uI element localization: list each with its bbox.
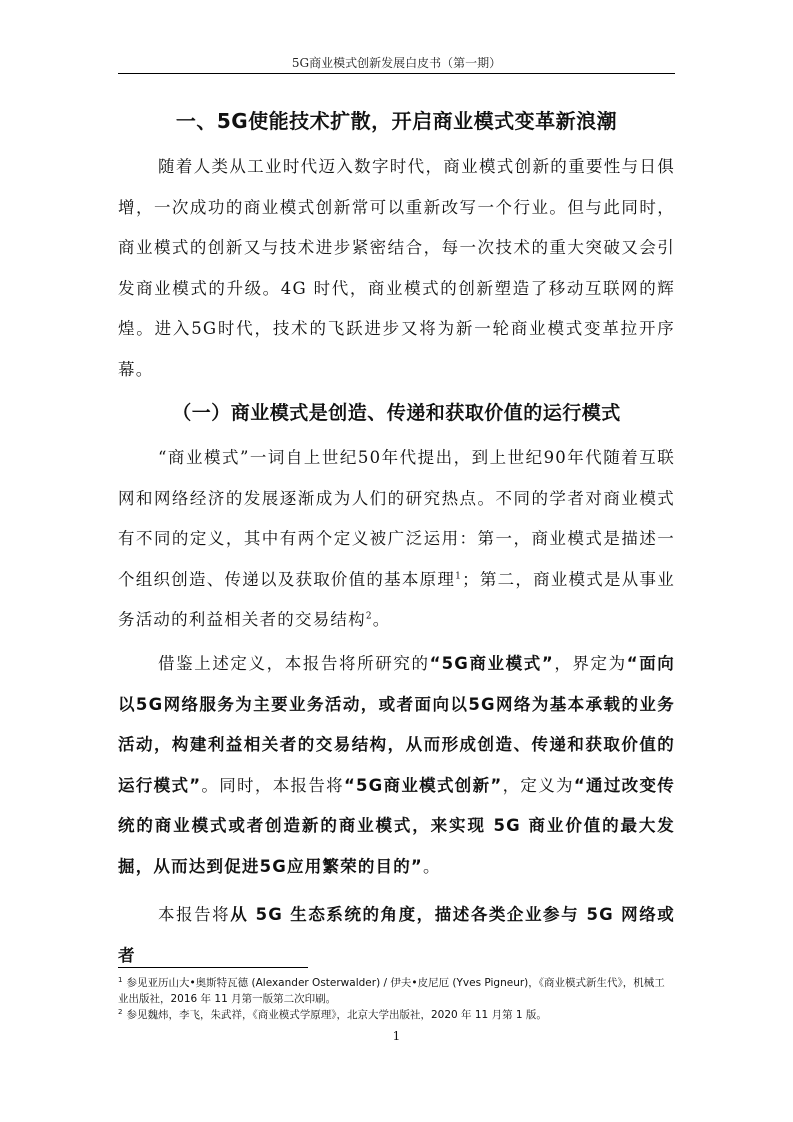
footnote-ref-1[interactable]: 1: [455, 571, 463, 581]
definition-text: ；第二，商业模式是从事业务活动的利益相关者的交易结构: [118, 569, 675, 629]
header-rule: [118, 73, 675, 74]
page-number: 1: [392, 1029, 401, 1043]
footnote-ref-2[interactable]: 2: [365, 611, 373, 622]
footnote-text: 参见魏炜，李飞，朱武祥，《商业模式学原理》，北京大学出版社，2020 年 11 月第 1 版。: [126, 1009, 547, 1021]
section-heading: 一、5G使能技术扩散，开启商业模式变革新浪潮: [175, 109, 618, 133]
bold-definition: “通过改变传统的商业模式或者创造新的商业模式，来实现 5G 商业价值的最大发掘，从而达到促进5G应用繁荣的目的”: [118, 775, 675, 876]
paragraph-text: 。同时，本报告将: [201, 775, 344, 795]
scope-paragraph: [118, 895, 675, 976]
definition-text: “商业模式”一词自上世纪50年代提出，到上世纪90年代随着互联网和网络经济的发展逐渐成为人们的研究热点。不同的学者对商业模式有不同的定义，其中有两个定义被广泛运用：第一，商业模式是描述一个组织创造、传递以及获取价值的基本原理: [118, 448, 675, 589]
footnotes: [118, 975, 675, 1023]
footnote-number: 2: [118, 1007, 123, 1016]
paragraph-text: 。: [422, 856, 441, 876]
paragraph-text: 借鉴上述定义，本报告将所研究的: [158, 654, 430, 673]
footnote-number: 1: [118, 975, 123, 984]
definition-paragraph: [118, 438, 675, 641]
bold-term: “5G商业模式创新”: [343, 775, 503, 795]
report-definition-paragraph: [118, 644, 675, 887]
bold-definition: “面向以5G网络服务为主要业务活动，或者面向以5G网络为基本承载的业务活动，构建利益相关者的交易结构，从而形成创造、传递和获取价值的运行模式”: [118, 654, 676, 795]
definition-text: 。: [372, 610, 391, 629]
running-header: 5G商业模式创新发展白皮书（第一期）: [291, 56, 502, 70]
footnote-1: [118, 975, 675, 1007]
footnote-2: [118, 1007, 675, 1023]
footnote-text: 参见亚历山大•奥斯特瓦德 (Alexander Osterwalder) / 伊夫•皮尼厄 (Yves Pigneur)，《商业模式新生代》，机械工业出版社，2016 年 11 月第一版第二次印刷。: [118, 977, 665, 1005]
subsection-heading: （一）商业模式是创造、传递和获取价值的运行模式: [172, 402, 621, 424]
intro-paragraph: 随着人类从工业时代迈入数字时代，商业模式创新的重要性与日俱增，一次成功的商业模式创新常可以重新改写一个行业。但与此同时，商业模式的创新又与技术进步紧密结合，每一次技术的重大突破又会引发商业模式的升级。4G 时代，商业模式的创新塑造了移动互联网的辉煌。进入5G时代，技术的飞跃进步又将为新一轮商业模式变革拉开序幕。: [118, 157, 675, 379]
footnote-rule: [118, 967, 308, 968]
bold-text: 从 5G 生态系统的角度，描述各类企业参与 5G 网络或者: [118, 905, 675, 965]
paragraph-text: 本报告将: [158, 905, 231, 924]
paragraph-text: ，定义为: [502, 775, 574, 795]
paragraph-text: ，界定为: [553, 654, 627, 673]
bold-term: “5G商业模式”: [429, 654, 554, 673]
